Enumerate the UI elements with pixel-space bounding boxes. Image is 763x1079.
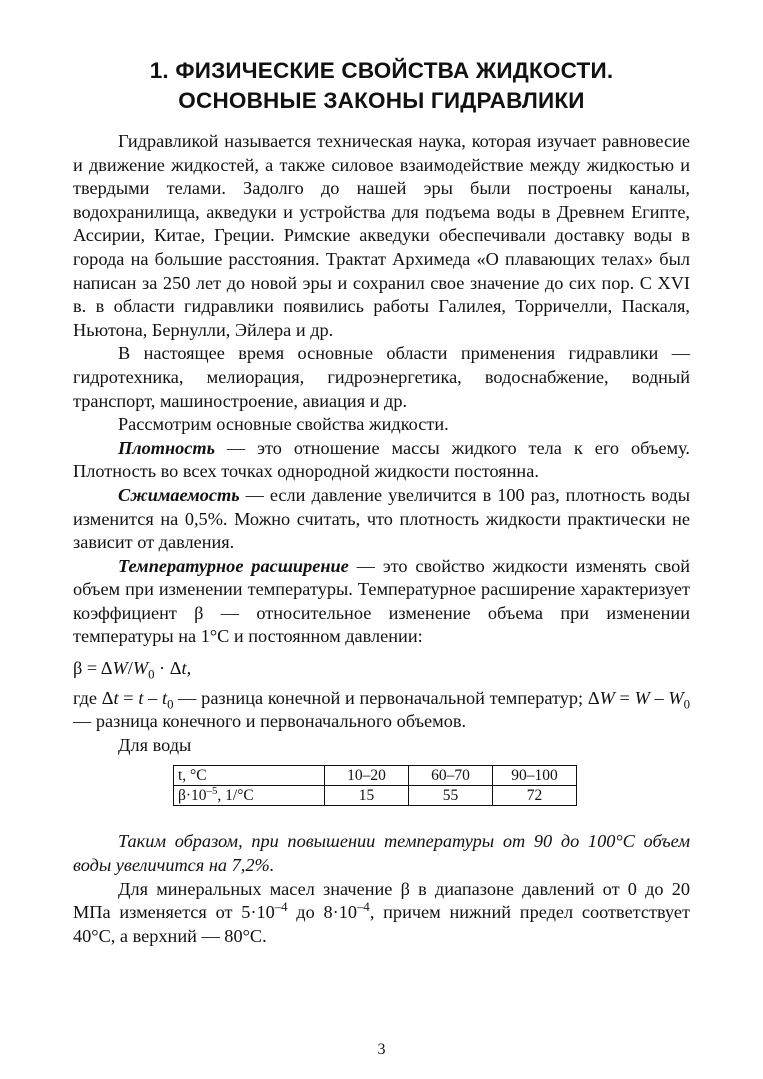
table-cell: 90–100 (493, 766, 577, 786)
table-row-label: $\beta\cdot 10^{-5}$, 1/°C (174, 786, 325, 806)
paragraph-conclusion: Таким образом, при повышении температуры от 90 до 100°С объем воды увеличится на 7,2%. (73, 831, 690, 876)
table-row (174, 786, 577, 806)
term-thermal-expansion: Температурное расширение (118, 555, 349, 576)
chapter-title (0, 56, 763, 116)
paragraph-thermal-expansion: Температурное расширение — это свойство жидкости изменять свой объем при изменении температуры. Температурное расширение характеризует коэффициент β — относительное изменение объема при изменении температуры на 1°С и постоянном давлении: (73, 555, 690, 647)
table-cell: 60–70 (409, 766, 493, 786)
body-text (73, 130, 690, 948)
paragraph-compressibility: Сжимаемость — если давление увеличится в 100 раз, плотность воды изменится на 0,5%. Можно считать, что плотность жидкости практически не зависит от давления. (73, 484, 690, 553)
chapter-title-line-1: 1. ФИЗИЧЕСКИЕ СВОЙСТВА ЖИДКОСТИ. (149, 58, 614, 83)
paragraph-where: где $\Delta t = t - t_0$ — разница конечной и первоначальной температур; $\Delta W = W - W_0$ — разница конечного и первоначального объемов. (73, 687, 690, 732)
table-cell: 10–20 (325, 766, 409, 786)
paragraph-density: Плотность — это отношение массы жидкого тела к его объему. Плотность во всех точках однородной жидкости постоянна. (73, 437, 690, 482)
table-header-label: t, °C (174, 766, 325, 786)
page-number: 3 (377, 1041, 386, 1058)
table-cell: 72 (493, 786, 577, 806)
paragraph-for-water: Для воды (118, 734, 192, 755)
table-cell: 15 (325, 786, 409, 806)
expansion-table (173, 765, 577, 806)
paragraph-applications: В настоящее время основные области применения гидравлики — гидротехника, мелиорация, гидроэнергетика, водоснабжение, водный транспорт, машиностроение, авиация и др. (73, 343, 690, 411)
chapter-title-line-2: ОСНОВНЫЕ ЗАКОНЫ ГИДРАВЛИКИ (178, 88, 585, 113)
paragraph-intro: Гидравликой называется техническая наука, которая изучает равновесие и движение жидкостей, а также силовое взаимодействие между жидкостью и твердыми телами. Задолго до нашей эры были построены каналы, водохранилища, акведуки и устройства для подъема воды в Древнем Египте, Ассирии, Китае, Греции. Римские акведуки обеспечивали доставку воды в города на большие расстояния. Трактат Архимеда «О плавающих телах» был написан за 250 лет до новой эры и сохранил свое значение до сих пор. С XVI в. в области гидравлики появились работы Галилея, Торричелли, Паскаля, Ньютона, Бернулли, Эйлера и др. (73, 131, 690, 340)
table-cell: 55 (409, 786, 493, 806)
table-row (174, 766, 577, 786)
formula-beta: $\beta = \Delta W/W_0 \cdot \Delta t$, (73, 658, 192, 682)
paragraph-mineral-oils: Для минеральных масел значение β в диапазоне давлений от 0 до 20 МПа изменяется от $5\cdot 10^{-4}$ до $8\cdot 10^{-4}$, причем нижний предел соответствует 40°С, а верхний — 80°С. (73, 878, 691, 946)
paragraph-properties: Рассмотрим основные свойства жидкости. (118, 414, 449, 435)
term-density: Плотность (118, 437, 215, 458)
term-compressibility: Сжимаемость (118, 484, 240, 505)
